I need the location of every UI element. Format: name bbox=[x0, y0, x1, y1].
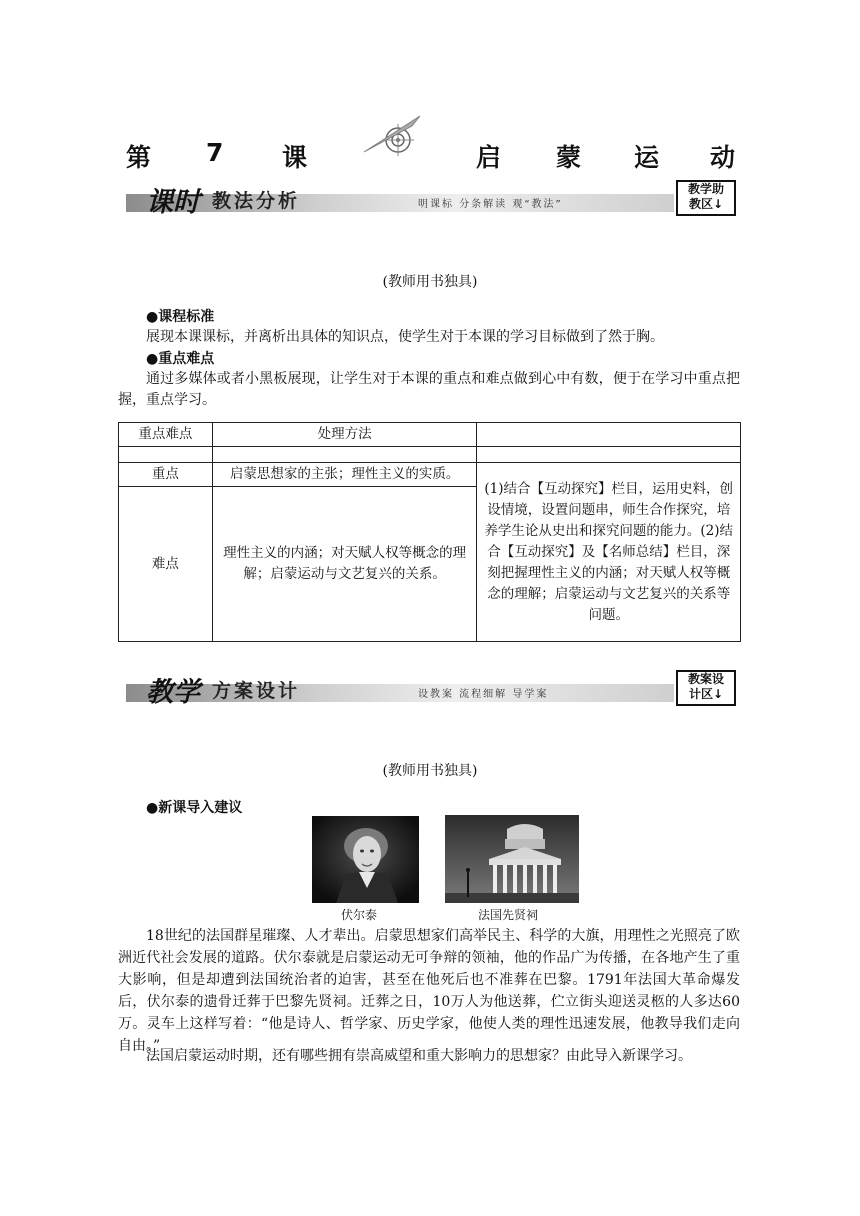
box-line-1: 教案设 bbox=[687, 672, 724, 686]
banner-tagline: 明课标 分条解读 观“教法” bbox=[418, 199, 563, 210]
intro-paragraph: 18世纪的法国群星璀璨、人才辈出。启蒙思想家们高举民主、科学的大旗，用理性之光照亮了欧洲近代社会发展的道路。伏尔泰就是启蒙运动无可争辩的领袖，他的作品广为传播，在各地产生了重大影响，但是却遭到法国统治者的迫害，甚至在他死后也不准葬在巴黎。1791年法国大革命爆发后，伏尔泰的遗骨迁葬于巴黎先贤祠。迁葬之日，10万人为他送葬，伫立街头迎送灵柩的人多达60万。灵车上这样写着：“他是诗人、哲学家、历史学家，他使人类的理性迅速发展，他教导我们走向自由。” bbox=[118, 928, 740, 1054]
title-char: 启 bbox=[476, 143, 502, 172]
title-char: 运 bbox=[634, 143, 660, 172]
arrow-down-icon: ↓ bbox=[712, 687, 724, 701]
box-line-2: 教区 bbox=[688, 197, 713, 211]
pantheon-photo bbox=[445, 815, 579, 903]
heading-new-lesson-intro: ●新课导入建议 bbox=[146, 800, 243, 816]
table-header-cell: 重点难点 bbox=[119, 423, 213, 447]
title-char: 7 bbox=[206, 138, 224, 167]
target-arrow-icon bbox=[362, 112, 424, 156]
course-standard-text: 展现本课课标，并离析出具体的知识点，使学生对于本课的学习目标做到了然于胸。 bbox=[146, 329, 664, 345]
banner-title: 教学 bbox=[146, 677, 200, 708]
heading-key-points: ●重点难点 bbox=[146, 351, 215, 367]
banner-title: 课时 bbox=[146, 187, 200, 218]
table-cell: 启蒙思想家的主张；理性主义的实质。 bbox=[212, 463, 477, 487]
title-char: 课 bbox=[282, 143, 308, 172]
key-points-text: 通过多媒体或者小黑板展现，让学生对于本课的重点和难点做到心中有数，便于在学习中重点把握，重点学习。 bbox=[118, 371, 740, 408]
box-line-1: 教学助 bbox=[687, 182, 724, 196]
table-row bbox=[119, 463, 741, 487]
teacher-note: (教师用书独具) bbox=[382, 763, 478, 779]
banner-tagline: 设教案 流程细解 导学案 bbox=[418, 689, 549, 700]
teaching-aid-zone-button[interactable] bbox=[676, 180, 736, 216]
teacher-note: (教师用书独具) bbox=[382, 274, 478, 290]
table-header-cell: 处理方法 bbox=[212, 423, 477, 447]
title-char: 动 bbox=[710, 143, 736, 172]
banner-bar bbox=[126, 194, 674, 212]
section-banner-lesson-design bbox=[126, 670, 736, 706]
title-char: 第 bbox=[126, 143, 152, 172]
table-cell-method: (1)结合【互动探究】栏目，运用史料，创设情境，设置问题串，师生合作探究，培养学生论从史出和探究问题的能力。(2)结合【互动探究】及【名师总结】栏目，深刻把握理性主义的内涵；对天赋人权等概念的理解；启蒙运动与文艺复兴的关系等问题。 bbox=[477, 463, 741, 642]
key-points-table bbox=[118, 422, 741, 642]
table-cell: 理性主义的内涵；对天赋人权等概念的理解；启蒙运动与文艺复兴的关系。 bbox=[212, 487, 477, 642]
table-header-cell bbox=[477, 423, 741, 447]
box-line-2: 计区 bbox=[688, 687, 713, 701]
table-cell: 重点 bbox=[119, 463, 213, 487]
title-char: 蒙 bbox=[556, 143, 582, 172]
section-banner-teaching-analysis bbox=[126, 180, 736, 216]
table-cell: 难点 bbox=[119, 487, 213, 642]
voltaire-caption: 伏尔泰 bbox=[341, 908, 378, 922]
table-header-row bbox=[119, 423, 741, 447]
banner-subtitle: 教法分析 bbox=[212, 190, 301, 212]
pantheon-caption: 法国先贤祠 bbox=[478, 908, 539, 922]
lesson-design-zone-button[interactable] bbox=[676, 670, 736, 706]
banner-bar bbox=[126, 684, 674, 702]
arrow-down-icon: ↓ bbox=[712, 197, 724, 211]
table-row-empty bbox=[119, 447, 741, 463]
intro-paragraph: 法国启蒙运动时期，还有哪些拥有崇高威望和重大影响力的思想家？由此导入新课学习。 bbox=[146, 1048, 692, 1064]
heading-course-standard: ●课程标准 bbox=[146, 309, 215, 325]
voltaire-portrait bbox=[312, 816, 419, 903]
banner-subtitle: 方案设计 bbox=[212, 680, 301, 702]
